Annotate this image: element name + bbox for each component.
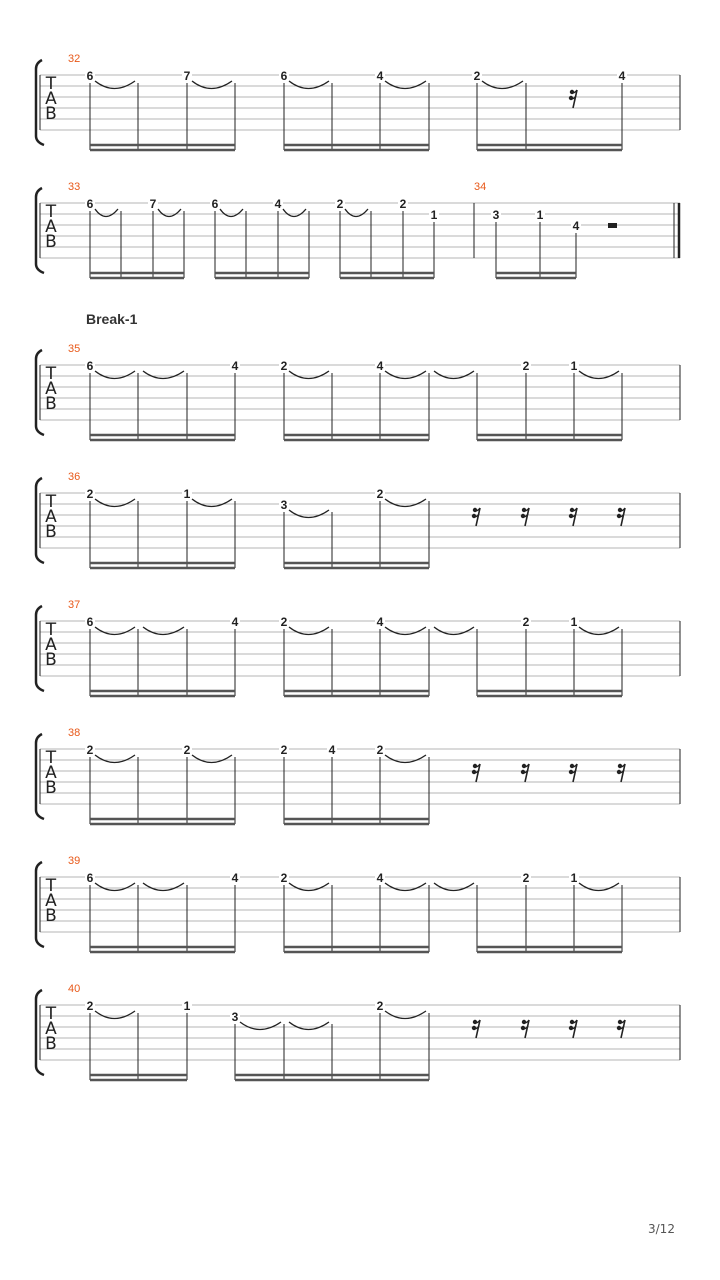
fret-number: 6: [211, 197, 219, 211]
tie-arc: [283, 209, 306, 217]
tie-arc: [143, 627, 184, 635]
tab-system: [36, 471, 680, 568]
tab-clef-letter: B: [45, 1034, 57, 1054]
tie-arc: [289, 510, 329, 518]
fret-number: 4: [618, 69, 626, 83]
sixteenth-rest: [472, 1020, 480, 1038]
tab-clef-letter: B: [45, 104, 57, 124]
fret-number: 2: [280, 871, 288, 885]
tie-arc: [95, 371, 135, 379]
fret-number: 6: [86, 359, 94, 373]
tie-arc: [289, 81, 329, 89]
sixteenth-rest: [521, 508, 529, 526]
tie-arc: [289, 883, 329, 891]
tie-arc: [192, 755, 232, 763]
bar-number: 32: [68, 53, 81, 65]
sixteenth-rest: [569, 508, 577, 526]
fret-number: 2: [336, 197, 344, 211]
fret-number: 6: [86, 197, 94, 211]
tab-clef-letter: A: [45, 379, 57, 399]
fret-number: 4: [376, 871, 384, 885]
tie-arc: [95, 499, 135, 507]
tie-arc: [385, 371, 426, 379]
bar-number: 38: [68, 727, 81, 739]
fret-number: 2: [86, 999, 94, 1013]
fret-number: 1: [183, 999, 191, 1013]
sixteenth-rest: [569, 90, 577, 108]
tab-system: [36, 855, 680, 952]
bar-number: 35: [68, 343, 81, 355]
tie-arc: [289, 627, 329, 635]
tie-arc: [192, 81, 232, 89]
sixteenth-rest: [569, 1020, 577, 1038]
fret-number: 7: [183, 69, 191, 83]
fret-number: 6: [86, 615, 94, 629]
tie-arc: [95, 627, 135, 635]
fret-number: 2: [86, 487, 94, 501]
fret-number: 4: [376, 615, 384, 629]
fret-number: 6: [280, 69, 288, 83]
tie-arc: [579, 627, 619, 635]
tie-arc: [434, 883, 474, 891]
sixteenth-rest: [617, 764, 625, 782]
fret-number: 1: [183, 487, 191, 501]
tab-clef-letter: A: [45, 507, 57, 527]
tab-system: [36, 599, 680, 696]
sixteenth-rest: [521, 1020, 529, 1038]
fret-number: 2: [86, 743, 94, 757]
fret-number: 1: [536, 208, 544, 222]
fret-number: 2: [473, 69, 481, 83]
fret-number: 4: [376, 359, 384, 373]
tie-arc: [95, 1011, 135, 1019]
fret-number: 4: [231, 871, 239, 885]
tie-arc: [385, 81, 426, 89]
fret-number: 2: [376, 743, 384, 757]
tie-arc: [95, 81, 135, 89]
tab-clef-letter: T: [45, 74, 57, 94]
fret-number: 4: [328, 743, 336, 757]
tab-clef-letter: A: [45, 763, 57, 783]
fret-number: 6: [86, 871, 94, 885]
tab-clef-letter: B: [45, 232, 57, 252]
tie-arc: [385, 755, 426, 763]
tie-arc: [385, 1011, 426, 1019]
fret-number: 1: [570, 359, 578, 373]
fret-number: 2: [376, 999, 384, 1013]
sixteenth-rest: [617, 508, 625, 526]
sixteenth-rest: [472, 508, 480, 526]
fret-number: 4: [231, 615, 239, 629]
tab-system: [36, 727, 680, 824]
fret-number: 2: [280, 359, 288, 373]
tie-arc: [289, 371, 329, 379]
tie-arc: [95, 883, 135, 891]
tie-arc: [143, 371, 184, 379]
tab-clef-letter: A: [45, 635, 57, 655]
tab-system: [36, 343, 680, 440]
bar-number: 39: [68, 855, 81, 867]
bar-number: 33: [68, 181, 81, 193]
tie-arc: [345, 209, 368, 217]
tie-arc: [95, 755, 135, 763]
bar-number: 40: [68, 983, 81, 995]
fret-number: 2: [522, 871, 530, 885]
fret-number: 4: [231, 359, 239, 373]
fret-number: 1: [570, 615, 578, 629]
tie-arc: [385, 499, 426, 507]
tie-arc: [220, 209, 243, 217]
fret-number: 3: [231, 1010, 239, 1024]
fret-number: 2: [522, 359, 530, 373]
fret-number: 2: [183, 743, 191, 757]
tie-arc: [434, 627, 474, 635]
fret-number: 1: [430, 208, 438, 222]
tie-arc: [579, 371, 619, 379]
tab-clef-letter: A: [45, 1019, 57, 1039]
sixteenth-rest: [617, 1020, 625, 1038]
tie-arc: [289, 1022, 329, 1030]
tab-clef-letter: B: [45, 522, 57, 542]
tab-clef-letter: B: [45, 778, 57, 798]
tab-system: [36, 53, 680, 150]
tie-arc: [434, 371, 474, 379]
fret-number: 2: [376, 487, 384, 501]
tie-arc: [579, 883, 619, 891]
sixteenth-rest: [521, 764, 529, 782]
tie-arc: [385, 627, 426, 635]
fret-number: 3: [280, 498, 288, 512]
fret-number: 4: [274, 197, 282, 211]
sixteenth-rest: [472, 764, 480, 782]
tab-clef-letter: T: [45, 876, 57, 896]
tab-clef-letter: T: [45, 748, 57, 768]
half-rest: [608, 223, 617, 228]
tie-arc: [385, 883, 426, 891]
fret-number: 4: [376, 69, 384, 83]
tab-clef-letter: T: [45, 202, 57, 222]
tab-clef-letter: T: [45, 620, 57, 640]
tab-clef-letter: T: [45, 492, 57, 512]
tie-arc: [143, 883, 184, 891]
fret-number: 1: [570, 871, 578, 885]
tab-clef-letter: A: [45, 217, 57, 237]
tab-clef-letter: T: [45, 364, 57, 384]
sixteenth-rest: [569, 764, 577, 782]
fret-number: 2: [280, 615, 288, 629]
tab-clef-letter: A: [45, 891, 57, 911]
bar-number: 36: [68, 471, 81, 483]
fret-number: 2: [399, 197, 407, 211]
tab-clef-letter: B: [45, 650, 57, 670]
bar-number: 37: [68, 599, 81, 611]
page-number: 3/12: [648, 1222, 675, 1236]
tab-system: [36, 181, 680, 278]
tab-clef-letter: T: [45, 1004, 57, 1024]
section-marker: Break-1: [86, 311, 138, 327]
tie-arc: [192, 499, 232, 507]
tie-arc: [95, 209, 118, 217]
tab-clef-letter: B: [45, 394, 57, 414]
tab-clef-letter: A: [45, 89, 57, 109]
fret-number: 7: [149, 197, 157, 211]
fret-number: 4: [572, 219, 580, 233]
tie-arc: [482, 81, 523, 89]
tie-arc: [240, 1022, 281, 1030]
bar-number: 34: [474, 181, 487, 193]
fret-number: 6: [86, 69, 94, 83]
tie-arc: [158, 209, 181, 217]
tab-system: [36, 983, 680, 1080]
fret-number: 2: [280, 743, 288, 757]
fret-number: 2: [522, 615, 530, 629]
tab-clef-letter: B: [45, 906, 57, 926]
fret-number: 3: [492, 208, 500, 222]
